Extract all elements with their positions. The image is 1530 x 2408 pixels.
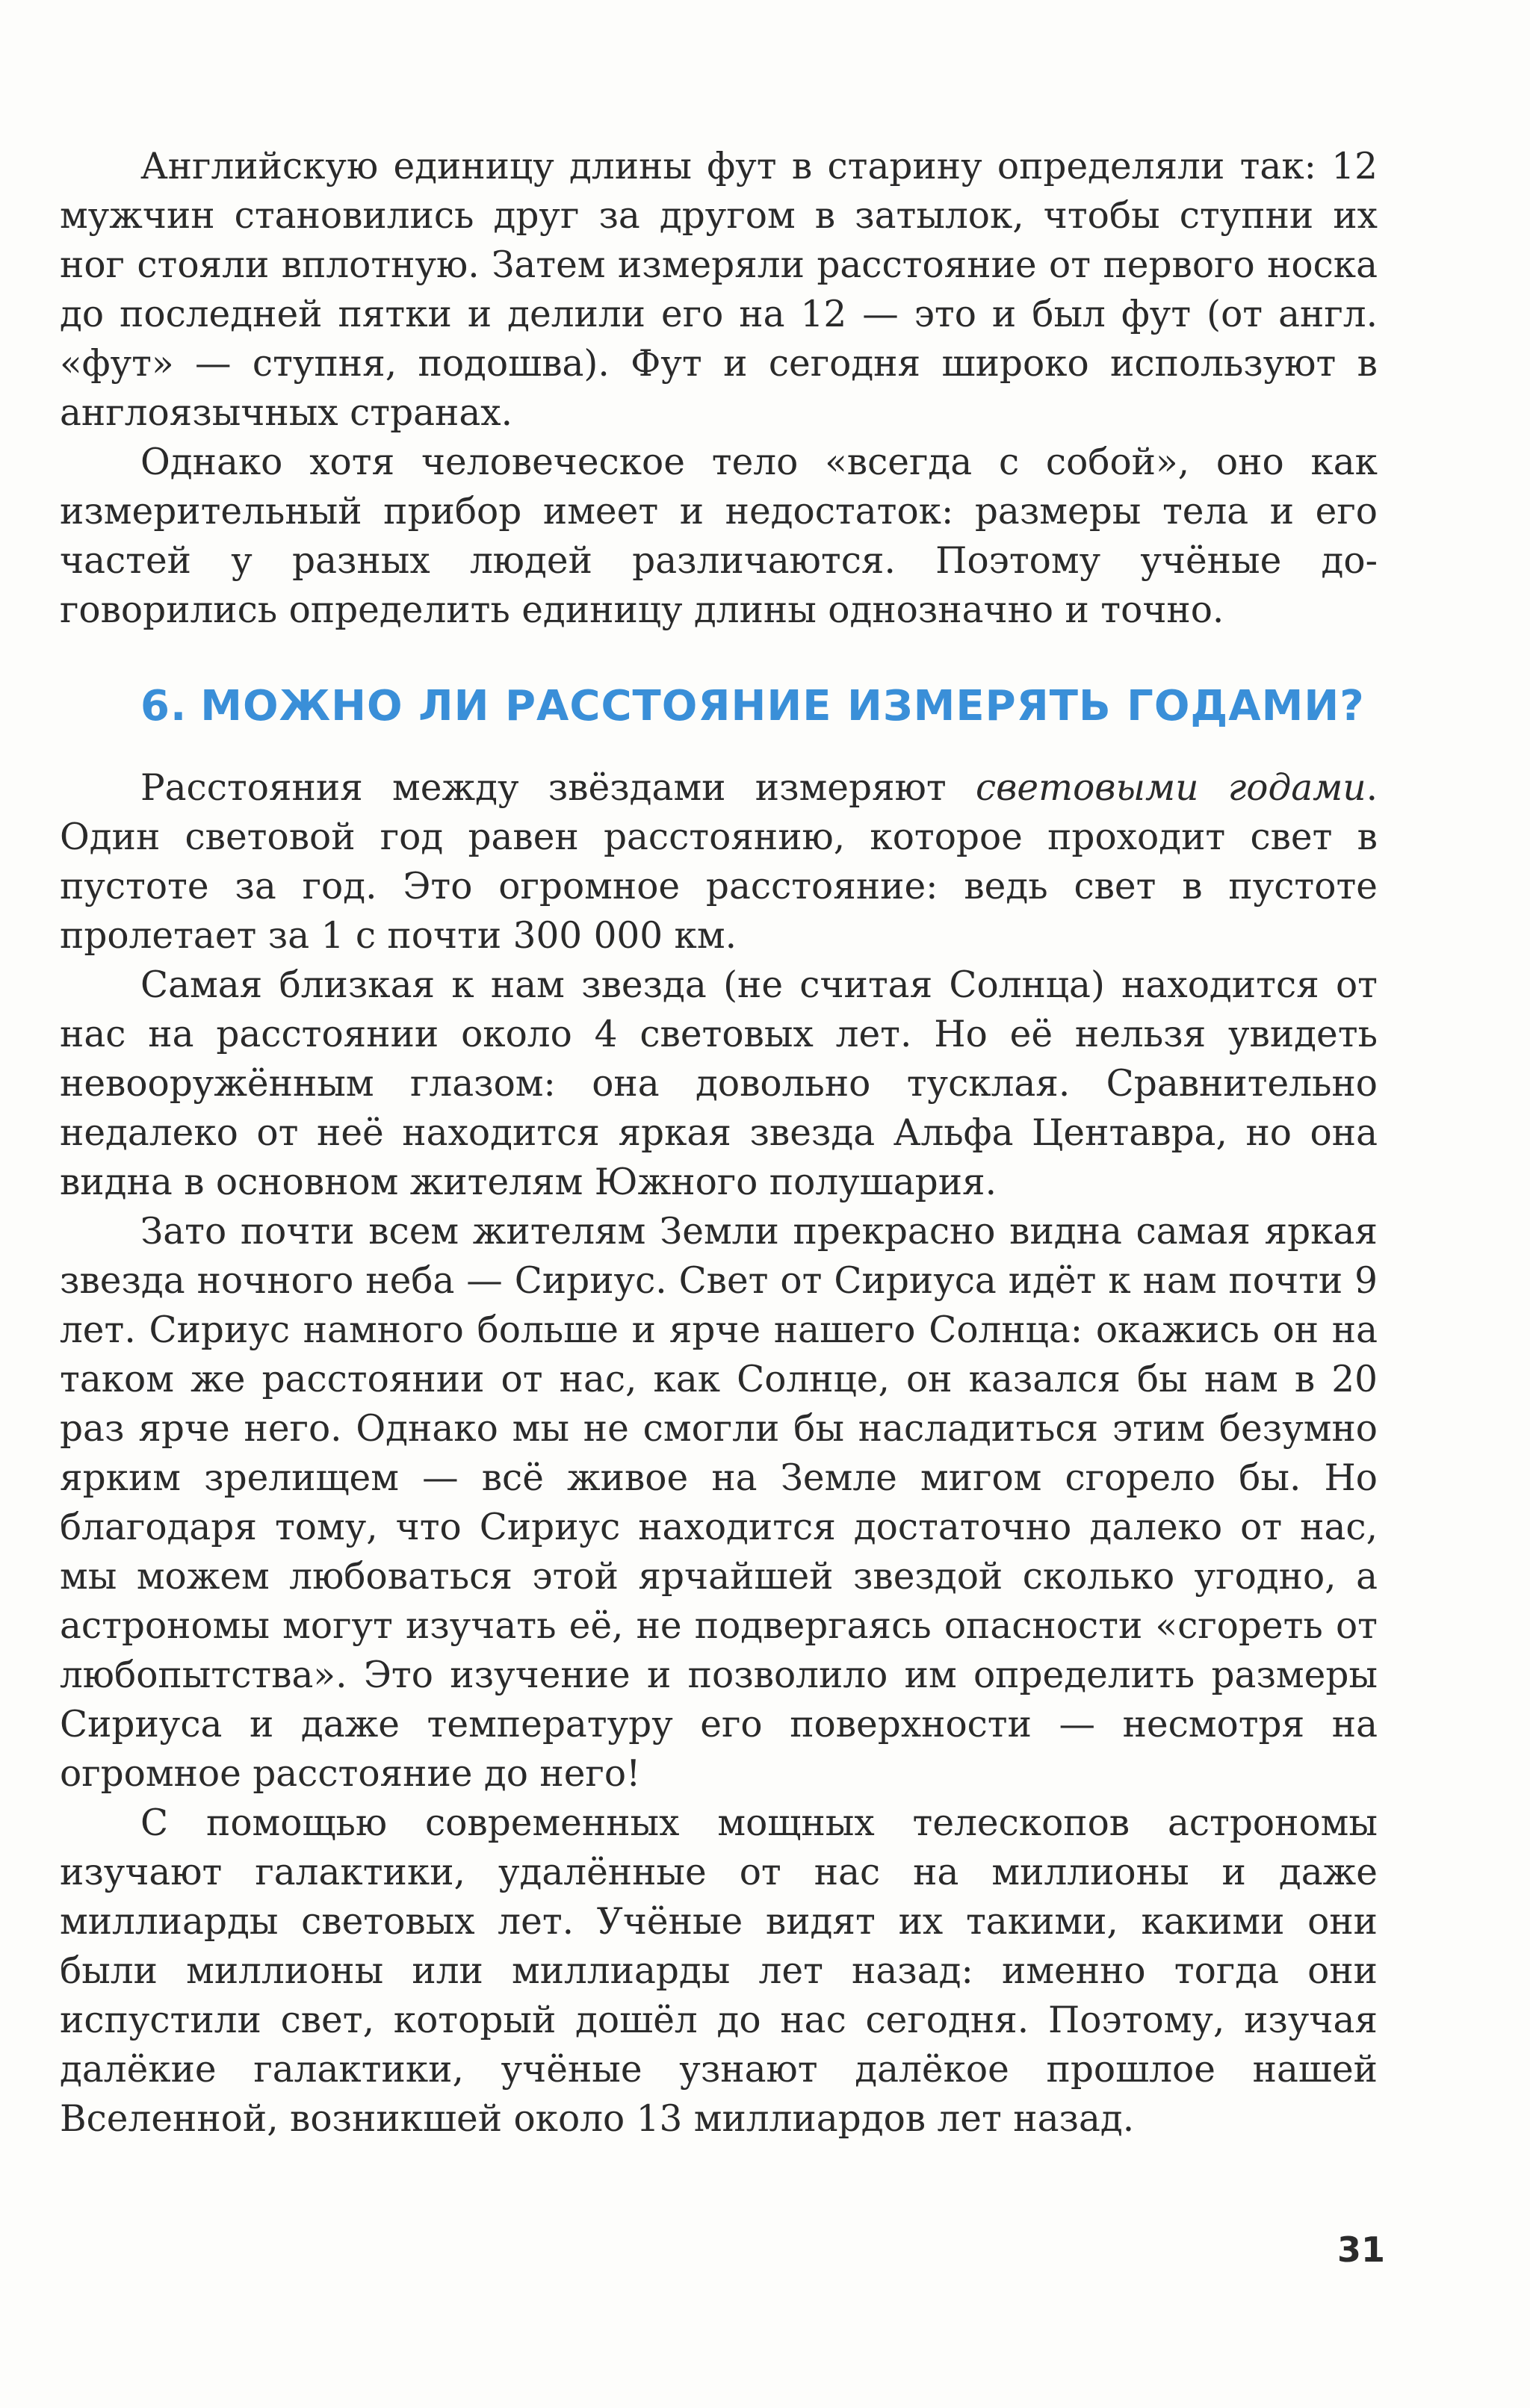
light-years-text-before: Расстояния между звёздами измеряют bbox=[140, 767, 976, 809]
section-title: МОЖНО ЛИ РАССТОЯНИЕ ИЗМЕРЯТЬ ГОДАМИ? bbox=[200, 682, 1365, 730]
paragraph-light-years bbox=[60, 763, 1378, 961]
page-number: 31 bbox=[1337, 2229, 1386, 2270]
page-content bbox=[60, 142, 1378, 2144]
paragraph-galaxies: С помощью современных мощных телескопов астрономы изучают галактики, удалённые от нас на миллионы и даже миллиарды световых лет. Учёные видят их такими, какими они были миллионы или миллиарды лет назад: именно тогда они испустили свет, который дошёл до нас сегодня. Поэтому, изучая далёкие галактики, учёные узнают далёкое прошлое нашей Вселенной, возникшей около 13 миллиардов лет назад. bbox=[60, 1802, 1378, 2140]
section-heading bbox=[140, 680, 1378, 733]
paragraph-body-measure: Однако хотя человеческое тело «всегда с собой», оно как измерительный прибор имеет и недостаток: размеры тела и его частей у разных людей различаются. Поэтому учёные договорились определить единицу длины однозначно и точно. bbox=[60, 441, 1378, 631]
section-number: 6. bbox=[140, 682, 188, 730]
paragraph-sirius: Зато почти всем жителям Земли прекрасно видна самая яркая звезда ночного неба — Сириус. Свет от Сириуса идёт к нам почти 9 лет. Сириус намного больше и ярче нашего Солнца: окажись он на таком же расстоянии от нас, как Солнце, он казался бы нам в 20 раз ярче него. Однако мы не смогли бы насладиться этим безумно ярким зрелищем — всё живое на Земле мигом сгорело бы. Но благодаря тому, что Сириус находится достаточно далеко от нас, мы можем любоваться этой ярчайшей звездой сколько угодно, а астрономы могут изучать её, не подвергаясь опасности «сгореть от любопытства». Это изучение и позволило им определить размеры Сириуса и даже температуру его поверхности — несмотря на огромное расстояние до него! bbox=[60, 1211, 1378, 1795]
paragraph-foot-definition: Английскую единицу длины фут в старину определяли так: 12 мужчин становились друг за другом в затылок, чтобы ступни их ног стояли вплотную. Затем измеряли расстояние от первого носка до последней пятки и делили его на 12 — это и был фут (от англ. «фут» — ступня, подошва). Фут и сегодня широко используют в англоязычных странах. bbox=[60, 146, 1378, 434]
light-years-text-after: . Один световой год равен расстоянию, которое проходит свет в пустоте за год. Это огромное расстояние: ведь свет в пустоте пролетает за 1 с почти 300 000 км. bbox=[60, 767, 1378, 957]
light-years-emphasis: световыми годами bbox=[976, 767, 1366, 809]
paragraph-nearest-star: Самая близкая к нам звезда (не считая Солнца) находится от нас на расстоянии около 4 световых лет. Но её нельзя увидеть невооружённым глазом: она довольно тусклая. Сравнительно недалеко от неё находится яркая звезда Альфа Центавра, но она видна в основном жителям Южного полушария. bbox=[60, 964, 1378, 1203]
